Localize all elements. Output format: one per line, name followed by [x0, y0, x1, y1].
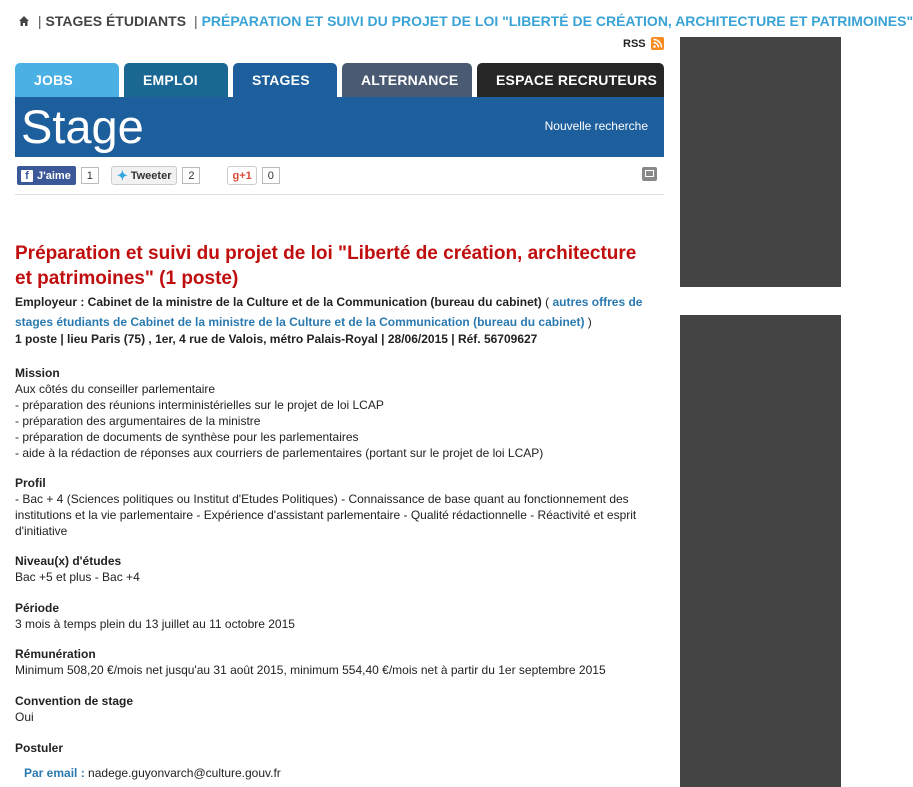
tab-stages[interactable]: [233, 63, 337, 97]
convention-text: Oui: [15, 710, 34, 724]
ad-block-top: [680, 37, 841, 287]
rss-icon: [651, 37, 664, 50]
offer-meta: 1 poste | lieu Paris (75) , 1er, 4 rue de Valois, métro Palais-Royal | 28/06/2015 | Réf. 56709627: [15, 332, 538, 346]
convention-section: [15, 693, 660, 725]
tab-jobs[interactable]: [15, 63, 119, 97]
gplus-count: 0: [262, 167, 280, 184]
facebook-like-button[interactable]: [17, 166, 76, 185]
email-share-icon[interactable]: [642, 167, 657, 181]
breadcrumb-current: PRÉPARATION ET SUIVI DU PROJET DE LOI "LIBERTÉ DE CRÉATION, ARCHITECTURE ET PATRIMOINES": [201, 13, 913, 29]
facebook-icon: f: [21, 170, 33, 182]
remuneration-title: Rémunération: [15, 647, 96, 661]
convention-title: Convention de stage: [15, 694, 134, 708]
tweet-button[interactable]: [111, 166, 178, 185]
divider: [15, 194, 664, 195]
periode-text: 3 mois à temps plein du 13 juillet au 11 octobre 2015: [15, 617, 295, 631]
mission-line: - préparation des argumentaires de la ministre: [15, 414, 261, 428]
main-nav-tabs: [15, 63, 669, 97]
tweet-label: Tweeter: [130, 169, 172, 182]
gplus-icon: g: [232, 169, 240, 182]
tab-alternance-label: ALTERNANCE: [361, 72, 459, 88]
mission-line: - aide à la rédaction de réponses aux courriers de parlementaires (portant sur le projet de loi LCAP): [15, 446, 544, 460]
employer-other-offers-link[interactable]: autres offres de stages étudiants de Cabinet de la ministre de la Culture et de la Communication (bureau du cabinet): [15, 295, 643, 329]
postuler-title: Postuler: [15, 741, 64, 755]
profil-section: [15, 475, 660, 539]
facebook-count: 1: [81, 167, 99, 184]
niveau-title: Niveau(x) d'études: [15, 554, 122, 568]
facebook-like-label: J'aime: [37, 169, 71, 182]
mission-line: Aux côtés du conseiller parlementaire: [15, 382, 216, 396]
new-search-link[interactable]: Nouvelle recherche: [544, 119, 648, 133]
mission-section: [15, 365, 660, 461]
tab-emploi[interactable]: [124, 63, 228, 97]
tab-espace-recruteurs[interactable]: [477, 63, 664, 97]
tab-emploi-label: EMPLOI: [143, 72, 198, 88]
profil-text: - Bac + 4 (Sciences politiques ou Institut d'Etudes Politiques) - Connaissance de base quant au fonctionnement des institutions et la vie parlementaire - Expérience d'assistant parlementaire - Qualité rédactionnelle - Réactivité et esprit d'initiative: [15, 492, 637, 538]
offer-title: Préparation et suivi du projet de loi "Liberté de création, architecture et patrimoines" (1 poste): [15, 243, 637, 289]
mission-title: Mission: [15, 366, 60, 380]
apply-email: [24, 766, 281, 780]
rss-link[interactable]: [623, 37, 664, 50]
mission-line: - préparation des réunions interministérielles sur le projet de loi LCAP: [15, 398, 384, 412]
niveau-text: Bac +5 et plus - Bac +4: [15, 570, 140, 584]
mission-line: - préparation de documents de synthèse pour les parlementaires: [15, 430, 359, 444]
tab-jobs-label: JOBS: [34, 72, 73, 88]
social-share-bar: [17, 166, 280, 185]
section-banner: [15, 97, 664, 157]
periode-title: Période: [15, 601, 60, 615]
employer-label: Employeur : Cabinet de la ministre de la Culture et de la Communication (bureau du cabinet): [15, 295, 542, 309]
niveau-section: [15, 553, 660, 585]
tab-alternance[interactable]: [342, 63, 472, 97]
apply-email-label: Par email :: [24, 766, 85, 780]
home-icon[interactable]: [18, 15, 30, 27]
tab-stages-label: STAGES: [252, 72, 310, 88]
gplus-label: +1: [239, 169, 252, 182]
tab-espace-recruteurs-label: ESPACE RECRUTEURS: [496, 72, 658, 88]
postuler-section: [15, 740, 660, 756]
banner-title: Stage: [21, 100, 144, 153]
remuneration-text: Minimum 508,20 €/mois net jusqu'au 31 août 2015, minimum 554,40 €/mois net à partir du 1er septembre 2015: [15, 663, 606, 677]
profil-title: Profil: [15, 476, 46, 490]
periode-section: [15, 600, 660, 632]
remuneration-section: [15, 646, 660, 678]
ad-block-bottom: [680, 315, 841, 787]
breadcrumb: | STAGES ÉTUDIANTS | PRÉPARATION ET SUIVI DU PROJET DE LOI "LIBERTÉ DE CRÉATION, ARCHITECTURE ET PATRIMOINES": [18, 13, 913, 29]
gplus-button[interactable]: [227, 166, 256, 185]
twitter-bird-icon: ✦: [116, 167, 128, 183]
apply-email-address[interactable]: nadege.guyonvarch@culture.gouv.fr: [88, 766, 281, 780]
tweet-count: 2: [182, 167, 200, 184]
rss-label: RSS: [623, 37, 646, 50]
breadcrumb-section[interactable]: STAGES ÉTUDIANTS: [45, 13, 187, 29]
employer-line: Employeur : Cabinet de la ministre de la Culture et de la Communication (bureau du cabinet) ( autres offres de stages étudiants de Cabinet de la ministre de la Culture et de la Communication (bureau du cabinet) ): [15, 295, 643, 329]
